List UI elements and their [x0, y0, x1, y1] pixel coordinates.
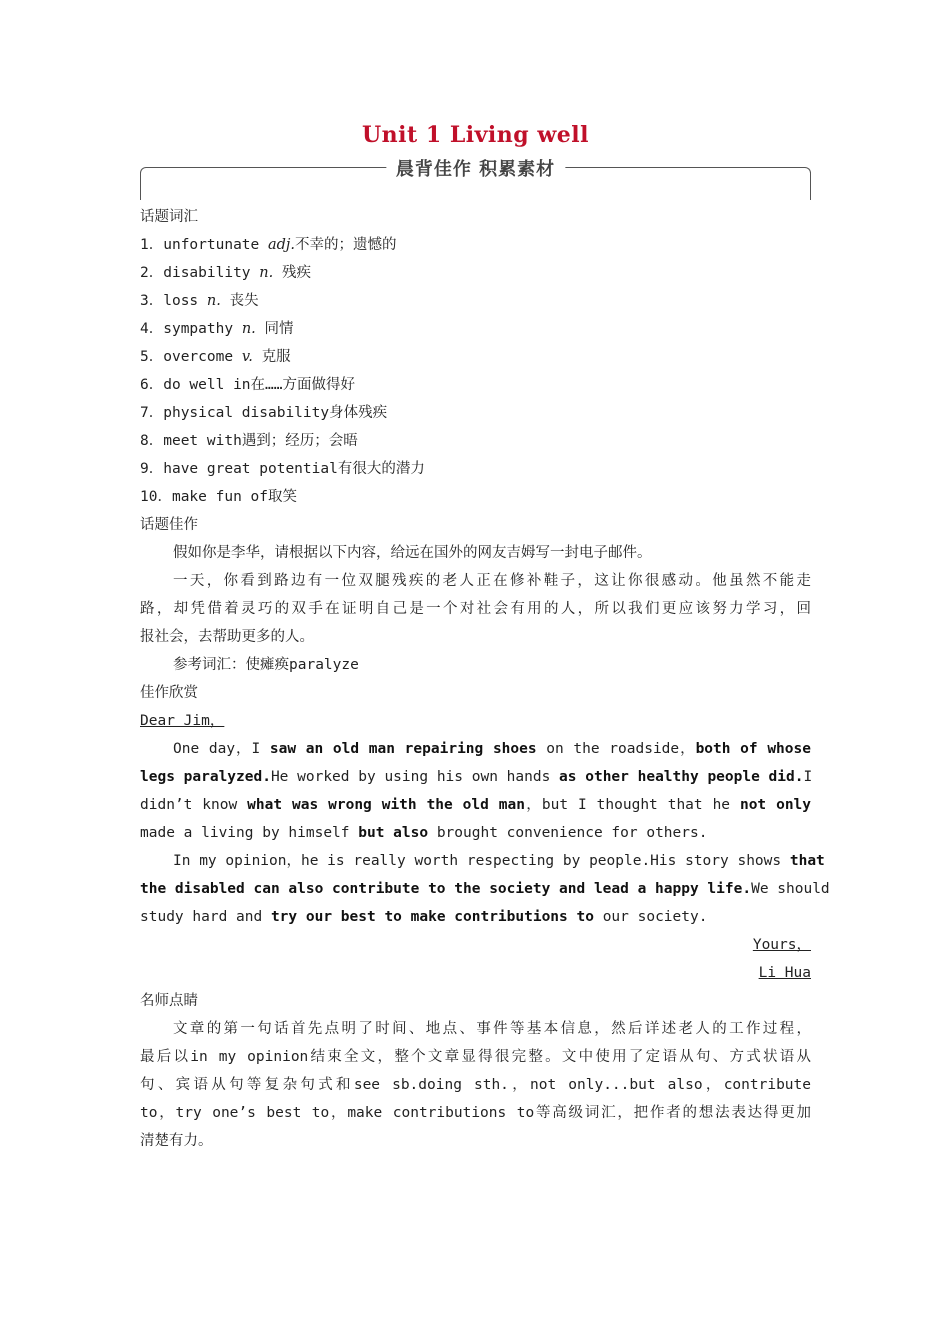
comment-line: 最后以in my opinion结束全文，整个文章显得很完整。文中使用了定语从句、方式状语从	[140, 1049, 811, 1065]
letter-greeting: Dear Jim，	[140, 713, 225, 729]
banner-label: 晨背佳作 积累素材	[386, 155, 565, 181]
task-paragraph: 一天，你看到路边有一位双腿残疾的老人正在修补鞋子，这让你很感动。他虽然不能走	[173, 573, 811, 589]
vocab-item: 3．loss n. 丧失	[140, 293, 259, 309]
task-paragraph: 路，却凭借着灵巧的双手在证明自己是一个对社会有用的人，所以我们更应该努力学习，回	[140, 601, 811, 617]
comment-line: to，try one’s best to，make contributions to等高级词汇，把作者的想法表达得更加	[140, 1105, 811, 1121]
comment-line: 文章的第一句话首先点明了时间、地点、事件等基本信息，然后详述老人的工作过程，	[173, 1021, 811, 1037]
letter-line: made a living by himself but also brought convenience for others.	[140, 825, 708, 841]
section-banner	[140, 155, 811, 201]
appreciation-heading: 佳作欣赏	[140, 685, 198, 701]
letter-signature: Li Hua	[758, 965, 811, 981]
letter-line: One day，I saw an old man repairing shoes on the roadside，both of whose	[173, 741, 811, 757]
writing-heading: 话题佳作	[140, 517, 198, 533]
vocab-item: 1．unfortunate adj.不幸的；遗憾的	[140, 237, 397, 253]
letter-line: study hard and try our best to make contributions to our society.	[140, 909, 708, 925]
vocab-item: 5．overcome v. 克服	[140, 349, 291, 365]
vocab-item: 2．disability n. 残疾	[140, 265, 311, 281]
vocab-item: 7．physical disability身体残疾	[140, 405, 388, 421]
task-paragraph: 报社会，去帮助更多的人。	[140, 629, 314, 645]
vocab-item: 10．make fun of取笑	[140, 489, 297, 505]
vocab-item: 6．do well in在……方面做得好	[140, 377, 356, 393]
vocab-heading: 话题词汇	[140, 209, 198, 225]
reference-vocab: 参考词汇：使瘫痪paralyze	[173, 657, 359, 673]
vocab-item: 9．have great potential有很大的潜力	[140, 461, 425, 477]
letter-line: In my opinion，he is really worth respecting by people.His story shows that	[173, 853, 825, 869]
letter-line: legs paralyzed.He worked by using his own hands as other healthy people did.I	[140, 769, 813, 785]
letter-closing: Yours，	[752, 937, 811, 953]
vocab-item: 4．sympathy n. 同情	[140, 321, 294, 337]
comment-line: 清楚有力。	[140, 1133, 213, 1149]
letter-line: didn’t know what was wrong with the old man，but I thought that he not only	[140, 797, 812, 813]
comment-line: 句、宾语从句等复杂句式和see sb.doing sth.，not only...but also，contribute	[140, 1077, 811, 1093]
vocab-item: 8．meet with遇到；经历；会晤	[140, 433, 358, 449]
comment-heading: 名师点睛	[140, 993, 198, 1009]
task-paragraph: 假如你是李华，请根据以下内容，给远在国外的网友吉姆写一封电子邮件。	[173, 545, 652, 561]
letter-line: the disabled can also contribute to the society and lead a happy life.We should	[140, 881, 830, 897]
page-title: Unit 1 Living well	[362, 122, 589, 148]
